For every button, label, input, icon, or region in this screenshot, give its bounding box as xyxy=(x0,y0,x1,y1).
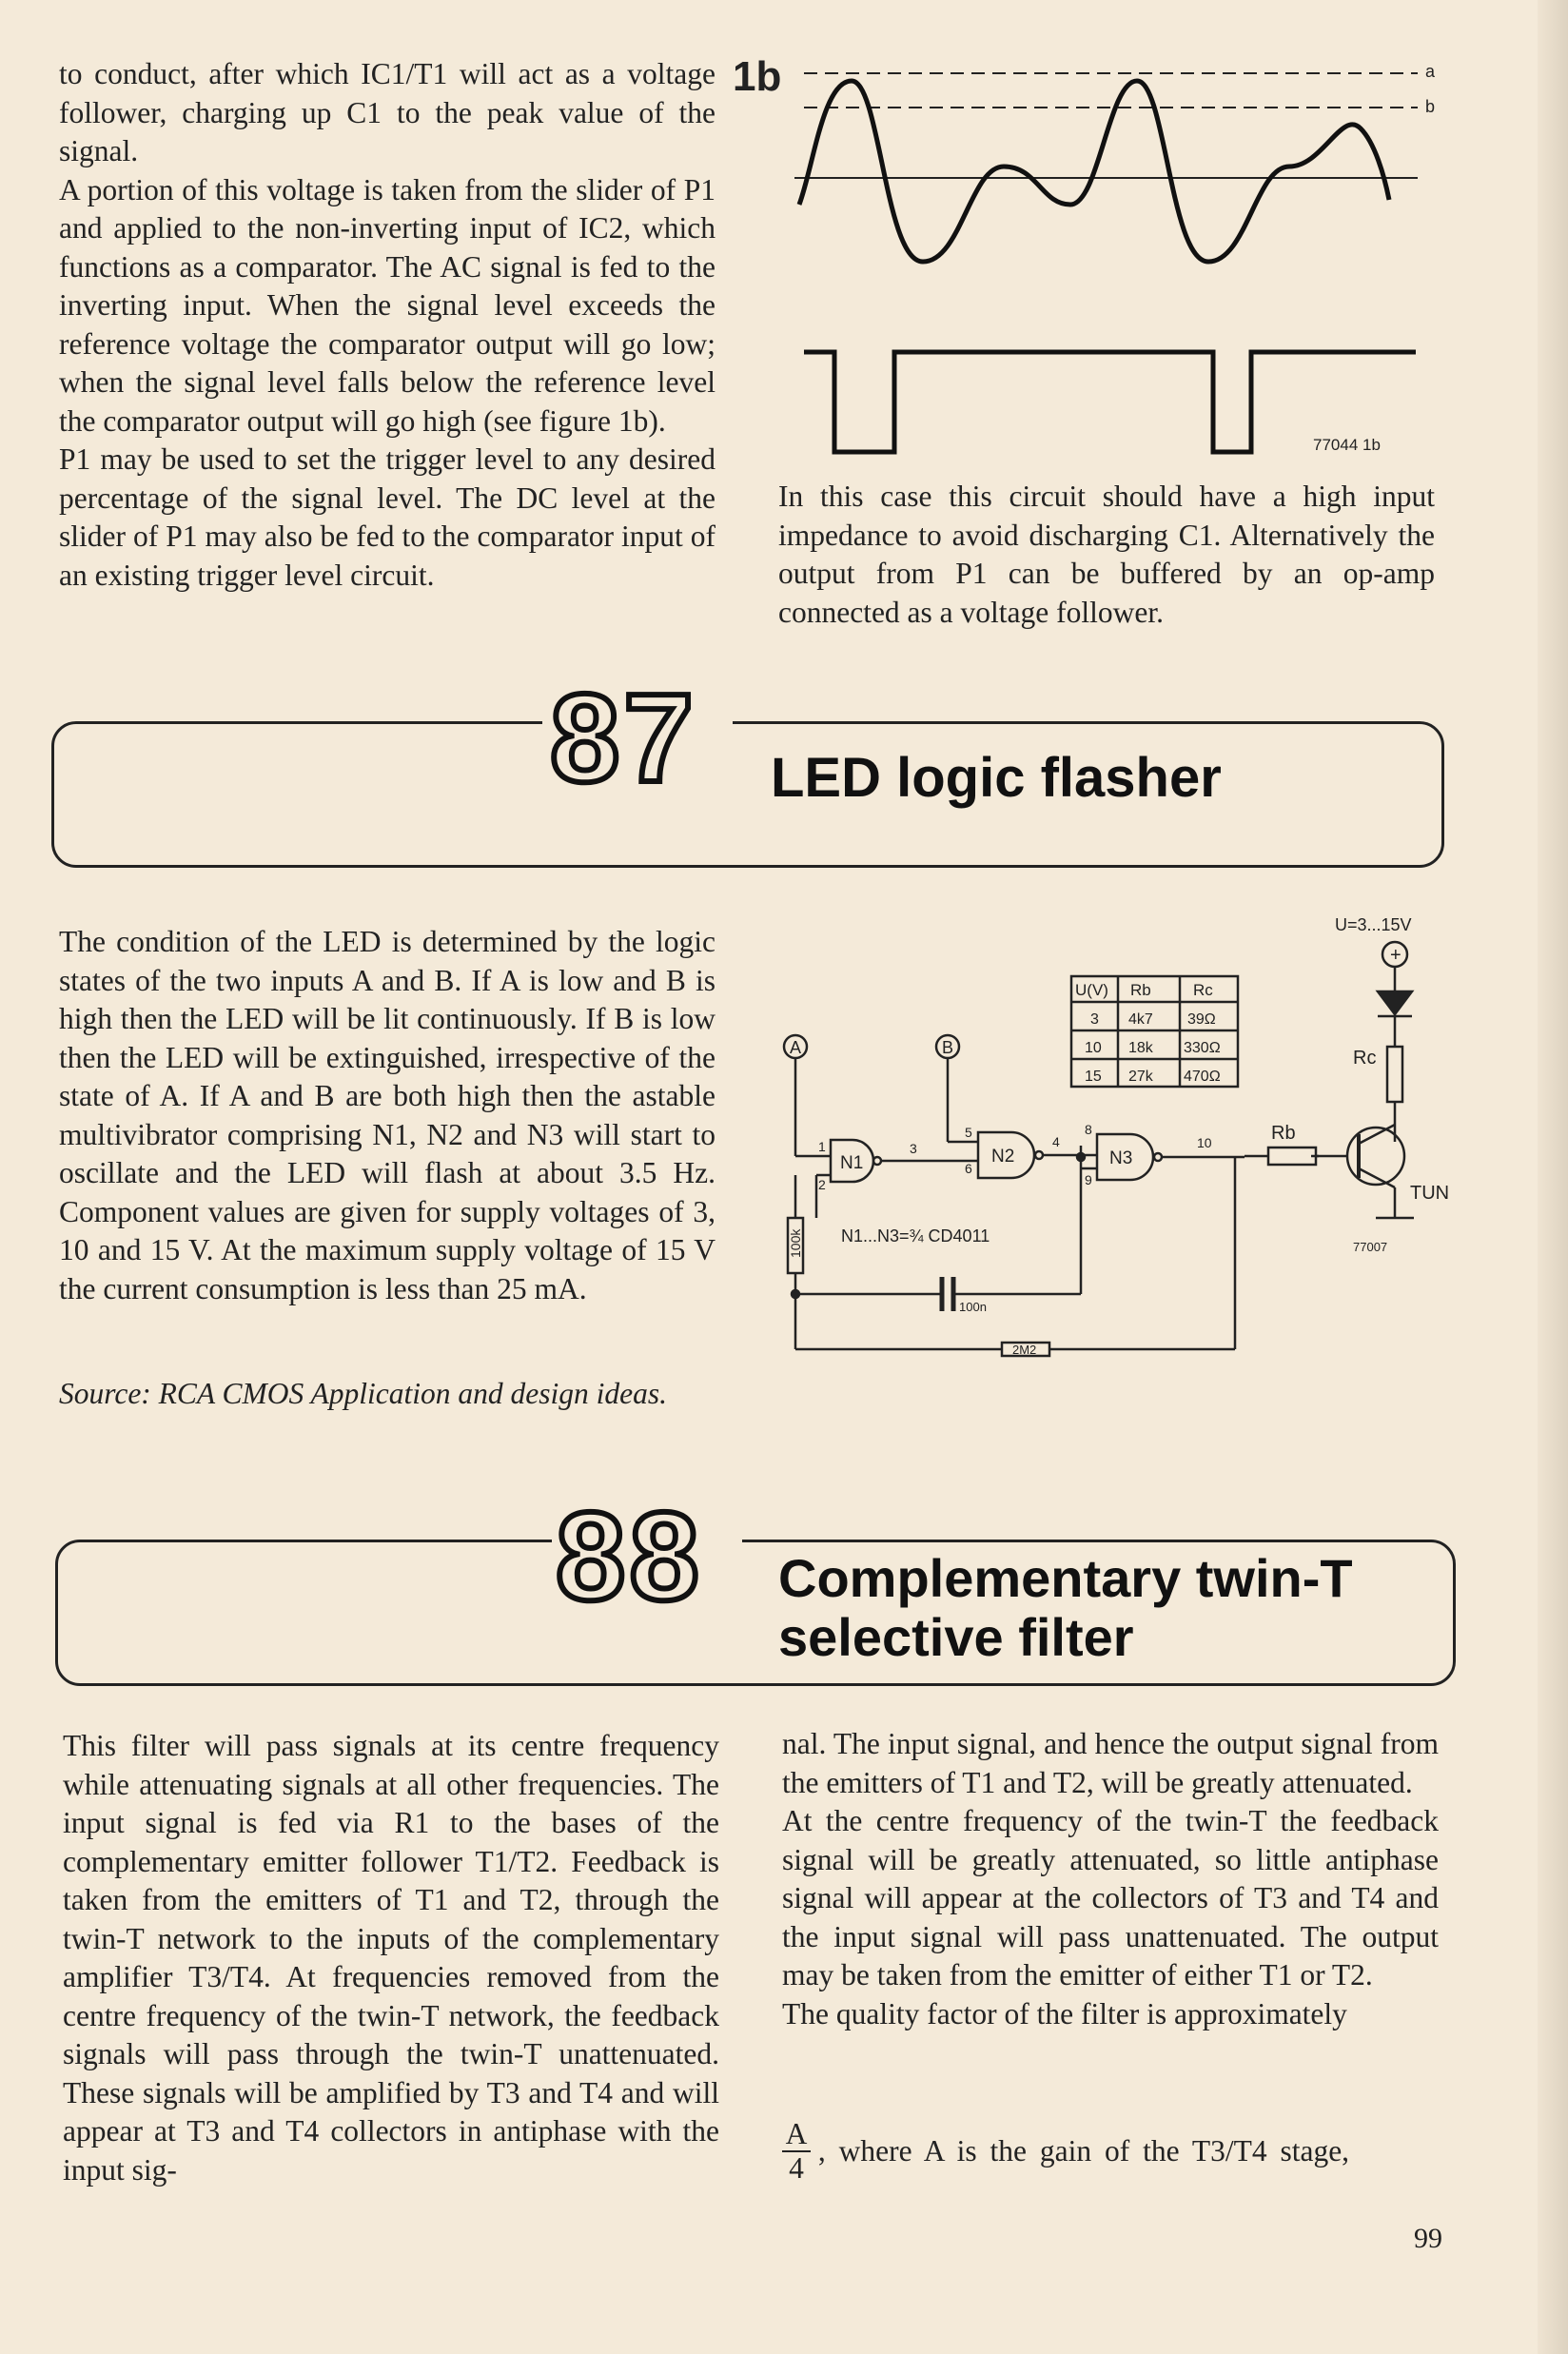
fraction-numerator: A xyxy=(782,2118,811,2152)
pin-label: 2 xyxy=(818,1177,826,1192)
section-88-number: 88 xyxy=(556,1486,703,1626)
input-b-label: B xyxy=(942,1038,954,1057)
pin-label: 8 xyxy=(1085,1122,1092,1137)
table-cell: 330Ω xyxy=(1184,1040,1221,1056)
section-88-paragraph: At the centre frequency of the twin-T the feedback signal will be greatly attenuated, so little antiphase signal will appear at the collectors of T3 and T4 and the input signal will pass unattenuated. The output may be taken from the emitter of either T1 or T2. xyxy=(782,1804,1439,1991)
table-cell: 15 xyxy=(1085,1069,1102,1085)
fraction-denominator: 4 xyxy=(789,2151,804,2185)
pin-label: 1 xyxy=(818,1139,826,1154)
resistor-2m2-label: 2M2 xyxy=(1012,1343,1037,1357)
pin-label: 6 xyxy=(965,1161,972,1176)
section-87-body xyxy=(59,923,715,1308)
figure-label: 1b xyxy=(733,53,782,100)
figure-1b xyxy=(733,52,1441,471)
capacitor-100n-label: 100n xyxy=(959,1300,987,1314)
section-88-paragraph: nal. The input signal, and hence the output signal from the emitters of T1 and T2, will be greatly attenuated. xyxy=(782,1727,1439,1799)
rb-label: Rb xyxy=(1271,1123,1296,1144)
quality-formula xyxy=(782,2118,1439,2185)
pin-label: 5 xyxy=(965,1125,972,1140)
rc-label: Rc xyxy=(1353,1048,1377,1069)
gate-n1-label: N1 xyxy=(840,1153,864,1173)
table-cell: 4k7 xyxy=(1128,1011,1153,1028)
table-header: Rb xyxy=(1130,981,1151,999)
formula-tail: , where A is the gain of the T3/T4 stage, xyxy=(817,2134,1350,2168)
resistor-100k-label: 100k xyxy=(788,1228,803,1258)
section-88-title xyxy=(778,1549,1353,1667)
supply-plus: + xyxy=(1390,945,1401,966)
section-87-number: 87 xyxy=(550,668,697,808)
section-88-title-line: Complementary twin-T xyxy=(778,1548,1353,1608)
gate-n3-label: N3 xyxy=(1109,1148,1133,1168)
ic-note: N1...N3=¾ CD4011 xyxy=(841,1226,990,1246)
section-88-title-line: selective filter xyxy=(778,1607,1134,1667)
table-header: U(V) xyxy=(1075,981,1108,999)
section-88-paragraph: This filter will pass signals at its centre frequency while attenuating signals at all other frequencies. The input signal is fed via R1 to the bases of the complementary emitter follower T1/T2. Feedback is taken from the emitters of T1 and T2, through the twin-T network to the inputs of the complementary amplifier T3/T4. At frequencies removed from the centre frequency of the twin-T network, the feedback signals will pass through the twin-T unattenuated. These signals will be amplified by T3 and T4 and will appear at T3 and T4 collectors in antiphase with the input sig- xyxy=(63,1729,719,2187)
page-edge xyxy=(1538,0,1568,2354)
circuit-code: 77007 xyxy=(1353,1240,1388,1254)
table-cell: 39Ω xyxy=(1187,1011,1216,1028)
section-87-paragraph: The condition of the LED is determined by the logic states of the two inputs A and B. If A is low and B is high then the LED will be lit continuously. If B is low then the LED will be extinguished, irrespective of the state of A. If A and B are both high then the astable multivibrator comprising N1, N2 and N3 will start to oscillate and the LED will flash at about 3.5 Hz. Component values are given for supply voltages of 3, 10 and 15 V. At the maximum supply voltage of 15 V the current consumption is less than 25 mA. xyxy=(59,925,715,1305)
page-number: 99 xyxy=(1414,2223,1442,2254)
input-a-label: A xyxy=(790,1038,802,1057)
table-cell: 3 xyxy=(1090,1011,1099,1028)
table-cell: 18k xyxy=(1128,1040,1153,1056)
section-88-paragraph: The quality factor of the filter is approximately xyxy=(782,1996,1347,2030)
top-right-text xyxy=(778,478,1435,632)
pin-label: 4 xyxy=(1052,1134,1060,1149)
section-87-source: Source: RCA CMOS Application and design ideas. xyxy=(59,1377,667,1410)
led-flasher-circuit xyxy=(778,913,1463,1370)
transistor-label: TUN xyxy=(1410,1183,1450,1204)
top-left-paragraph: P1 may be used to set the trigger level to any desired percentage of the signal level. The DC level at the slider of P1 may also be fed to the comparator input of an existing trigger level circuit. xyxy=(59,442,715,592)
section-88-left xyxy=(63,1727,719,2189)
top-left-paragraph: A portion of this voltage is taken from the slider of P1 and applied to the non-inverting input of IC2, which functions as a comparator. The AC signal is fed to the inverting input. When the signal level exceeds the reference voltage the comparator output will go low; when the signal level falls below the reference level the comparator output will go high (see figure 1b). xyxy=(59,172,715,438)
top-right-paragraph: In this case this circuit should have a high input impedance to avoid discharging C1. Alternatively the output from P1 can be buffered by an op-amp connected as a voltage follower. xyxy=(778,480,1435,629)
pin-label: 3 xyxy=(910,1141,917,1156)
table-cell: 27k xyxy=(1128,1069,1153,1085)
pin-label: 9 xyxy=(1085,1172,1092,1187)
table-header: Rc xyxy=(1193,981,1213,999)
pin-label: 10 xyxy=(1197,1135,1212,1150)
top-left-paragraph: to conduct, after which IC1/T1 will act as a voltage follower, charging up C1 to the peak value of the signal. xyxy=(59,57,715,167)
table-cell: 470Ω xyxy=(1184,1069,1221,1085)
gate-n2-label: N2 xyxy=(991,1147,1015,1167)
section-87-title: LED logic flasher xyxy=(771,747,1222,809)
section-88-right xyxy=(782,1725,1439,2033)
section-87-header-box xyxy=(51,721,1444,868)
figure-code: 77044 1b xyxy=(1313,436,1381,454)
level-a-label: a xyxy=(1425,62,1436,81)
fraction xyxy=(782,2118,811,2185)
level-b-label: b xyxy=(1425,97,1436,116)
top-left-text xyxy=(59,55,715,595)
supply-label: U=3...15V xyxy=(1335,915,1412,934)
table-cell: 10 xyxy=(1085,1040,1102,1056)
